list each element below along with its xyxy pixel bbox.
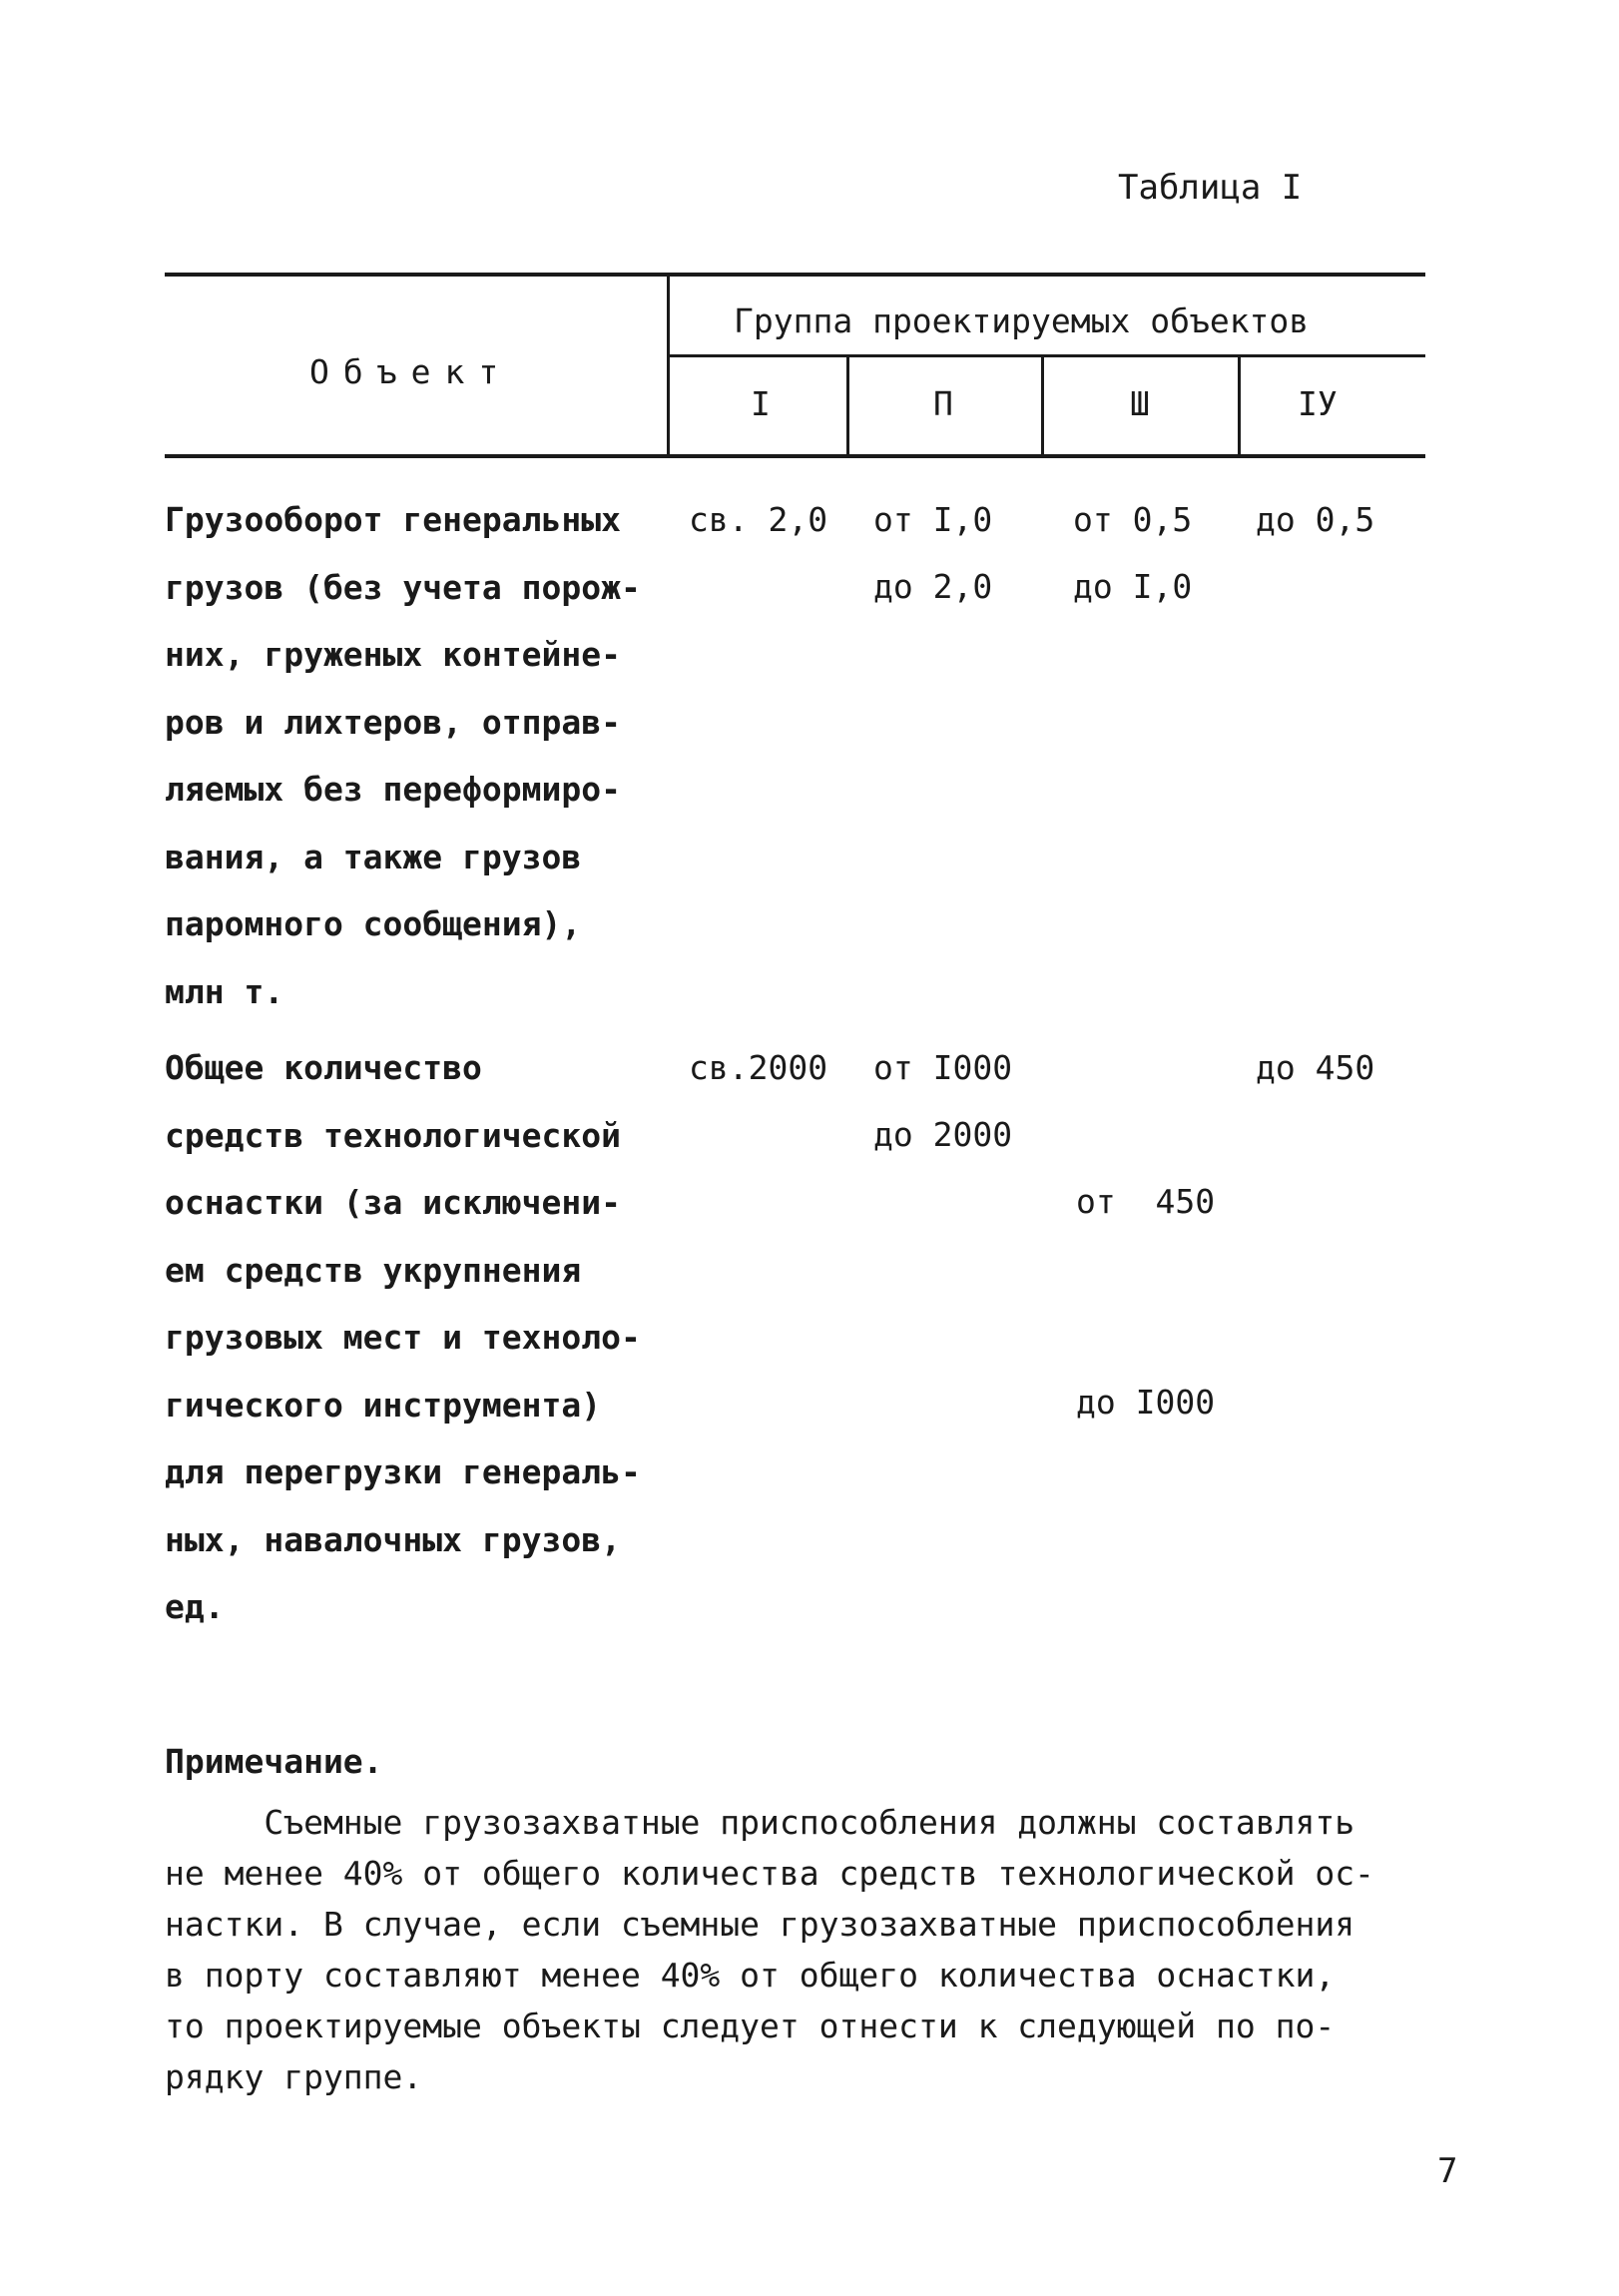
row-1-group-3-line: до I,0 [1073,567,1193,606]
row-2-group-2-line: до 2000 [873,1115,1013,1154]
row-1-object-line: вания, а также грузов [165,837,582,876]
note-title: Примечание. [165,1742,383,1781]
row-2-group-3 [1076,1034,1215,1569]
row-1-object-line: них, груженых контейне- [165,635,621,674]
row-1-group-3 [1073,486,1192,620]
header-col-2: П [933,384,953,423]
row-2-group-4-line: до 450 [1256,1048,1375,1087]
row-2-object-line: Общее количество [165,1048,482,1087]
row-1-group-1-line: св. 2,0 [689,500,828,539]
column-divider-1 [846,356,849,456]
row-1-object-line: грузов (без учета порож- [165,567,641,607]
note-line: настки. В случае, если съемные грузозахватные приспособления [165,1905,1355,1944]
table-top-rule [165,273,1425,277]
group-header-rule [667,354,1425,357]
row-2-group-1-line: св.2000 [689,1048,828,1087]
row-2-object-line: оснастки (за исключени- [165,1183,621,1222]
column-divider-object [667,273,670,456]
note-line: то проектируемые объекты следует отнести к следующей по по- [165,2007,1336,2045]
row-2-group-2 [873,1034,1012,1168]
row-1-group-2 [873,486,992,620]
row-1-object-line: млн т. [165,971,284,1011]
row-1-group-4 [1256,486,1374,553]
row-2-group-1 [689,1034,827,1101]
row-1-group-2-line: от I,0 [873,500,993,539]
row-2-group-3-line: до I000 [1076,1383,1216,1422]
row-2-object-line: грузовых мест и техноло- [165,1318,641,1357]
header-col-3: Ш [1130,384,1150,423]
header-group: Группа проектируемых объектов [734,301,1310,340]
row-2-group-3-line: от 450 [1076,1182,1216,1221]
row-2-object-line: для перегрузки генераль- [165,1452,641,1491]
table-caption: Таблица I [1118,168,1303,208]
row-2-object-line: гического инструмента) [165,1385,602,1425]
row-2-object-line: ных, навалочных грузов, [165,1519,621,1559]
row-1-group-1 [689,486,827,553]
row-2-object-line: ем средств укрупнения [165,1250,582,1290]
note-line: Съемные грузозахватные приспособления должны составлять [165,1803,1355,1842]
row-1-object [165,486,684,1025]
row-2-object [165,1034,684,1641]
note-line: рядку группе. [165,2057,423,2096]
note-body [165,1797,1452,2102]
header-bottom-rule [165,454,1425,458]
column-divider-3 [1238,356,1241,456]
row-2-object-line: средств технологической [165,1115,621,1155]
row-1-object-line: Грузооборот генеральных [165,500,621,539]
row-2-group-4 [1256,1034,1374,1101]
row-1-group-4-line: до 0,5 [1256,500,1375,539]
note-line: в порту составляют менее 40% от общего количества оснастки, [165,1956,1336,1995]
row-2-group-2-line: от I000 [873,1048,1013,1087]
row-1-object-line: ров и лихтеров, отправ- [165,702,621,742]
row-1-object-line: паромного сообщения), [165,904,582,943]
row-1-object-line: ляемых без переформиро- [165,770,621,809]
note-line: не менее 40% от общего количества средств технологической ос- [165,1854,1374,1893]
header-col-1: I [751,384,771,423]
row-2-object-line: ед. [165,1587,225,1626]
header-col-4: IУ [1298,384,1338,423]
page-number: 7 [1437,2151,1458,2191]
row-1-group-2-line: до 2,0 [873,567,993,606]
header-object: Объект [309,352,513,391]
column-divider-2 [1041,356,1044,456]
row-1-group-3-line: от 0,5 [1073,500,1193,539]
